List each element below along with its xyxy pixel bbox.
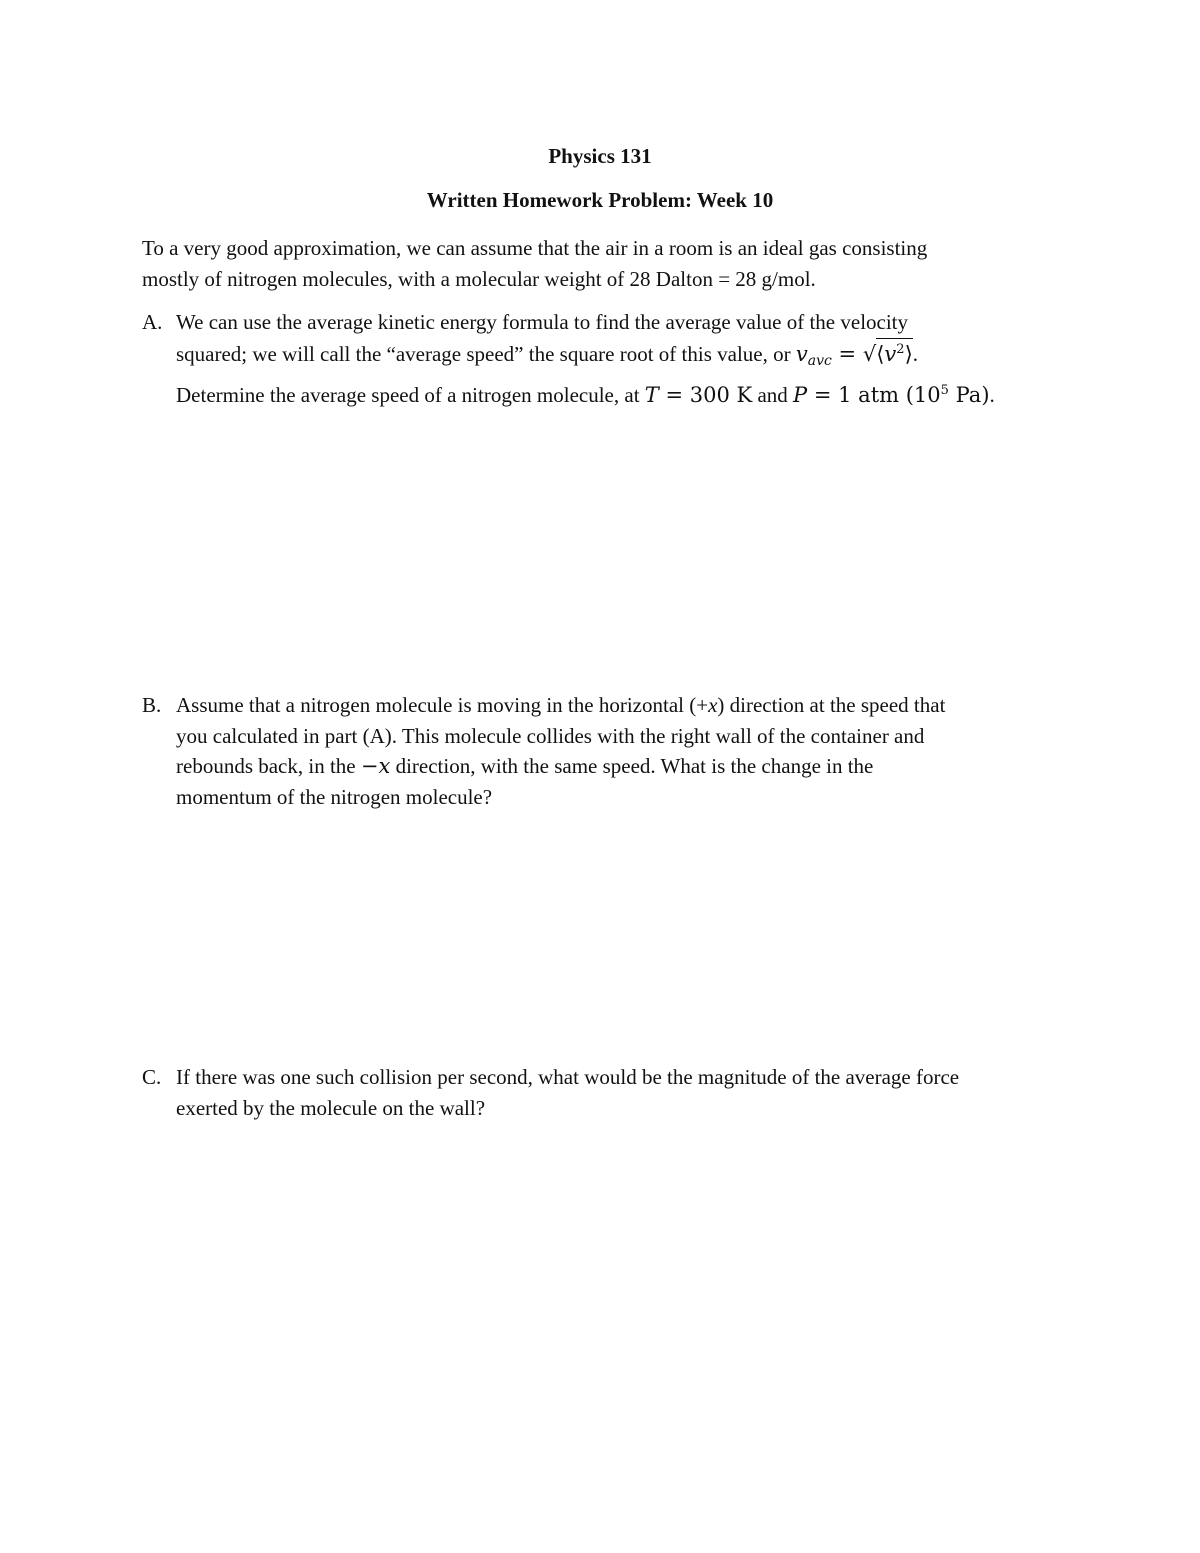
problem-b-line-2: you calculated in part (A). This molecule collides with the right wall of the container and xyxy=(176,723,925,748)
problem-b-line-4: momentum of the nitrogen molecule? xyxy=(176,784,493,809)
square-root xyxy=(863,338,913,370)
problem-a-line-3 xyxy=(176,376,1072,411)
pressure-unit: Pa) xyxy=(948,383,990,407)
problem-a-letter: A. xyxy=(142,310,163,334)
x-variable: x xyxy=(708,693,718,717)
problem-c-body xyxy=(176,1062,1072,1123)
course-title: Physics 131 xyxy=(548,144,652,168)
assignment-title: Written Homework Problem: Week 10 xyxy=(426,188,774,212)
problem-a-line-3-end: . xyxy=(989,383,995,407)
problem-a-line-2-text: squared; we will call the “average speed” the square root of this value, or xyxy=(176,341,791,366)
problem-b-line-3-start: rebounds back, in the xyxy=(176,754,356,778)
v-subscript: avc xyxy=(807,352,832,369)
v-variable: v xyxy=(795,341,808,366)
problem-a-line-2-end: . xyxy=(912,341,919,366)
intro-paragraph xyxy=(142,233,1062,295)
sqrt-content xyxy=(876,338,913,365)
problem-c xyxy=(142,1062,1072,1123)
v-avc-expression xyxy=(795,341,913,369)
problem-b-letter: B. xyxy=(142,693,162,717)
negative-x-direction: −x xyxy=(360,754,391,778)
angle-open: ⟨ xyxy=(876,341,885,366)
and-word: and xyxy=(757,383,788,407)
problem-a xyxy=(142,307,1072,411)
problem-a-line-3-text: Determine the average speed of a nitrogen molecule, at xyxy=(176,383,640,407)
problem-b-line-3-end: direction, with the same speed. What is the change in the xyxy=(395,754,874,778)
pressure-value: = 1 atm (10 xyxy=(813,383,941,407)
problem-b-line-1 xyxy=(176,690,1072,721)
t-variable: T xyxy=(644,383,659,407)
v-squared-exponent: 2 xyxy=(896,341,905,357)
intro-line-2: mostly of nitrogen molecules, with a molecular weight of 28 Dalton = 28 g/mol. xyxy=(142,267,816,291)
problem-a-line-1: We can use the average kinetic energy formula to find the average value of the velocity xyxy=(176,310,909,334)
temperature-value: = 300 K xyxy=(665,383,753,407)
angle-close: ⟩ xyxy=(904,341,913,366)
problem-a-body xyxy=(176,307,1072,411)
v-squared-variable: v xyxy=(884,341,897,366)
problem-b xyxy=(142,690,1072,812)
p-variable: P xyxy=(793,383,808,407)
problem-b-line-3 xyxy=(176,751,1072,782)
problem-b-body xyxy=(176,690,1072,812)
problem-b-line-1-start: Assume that a nitrogen molecule is moving in the horizontal (+ xyxy=(176,693,709,717)
pressure-expression xyxy=(793,383,989,407)
problem-c-letter: C. xyxy=(142,1065,162,1089)
intro-line-1: To a very good approximation, we can assume that the air in a room is an ideal gas consisting xyxy=(142,236,928,260)
sqrt-symbol: √ xyxy=(862,341,877,366)
equals-sign: = xyxy=(838,341,857,366)
temperature-expression xyxy=(645,383,752,407)
problem-c-line-2: exerted by the molecule on the wall? xyxy=(176,1095,486,1120)
problem-c-line-1: If there was one such collision per second, what would be the magnitude of the average force xyxy=(176,1065,960,1089)
pressure-exponent: 5 xyxy=(940,383,949,398)
problem-a-line-2 xyxy=(176,338,1072,377)
problem-b-line-1-end: ) direction at the speed that xyxy=(717,693,946,717)
